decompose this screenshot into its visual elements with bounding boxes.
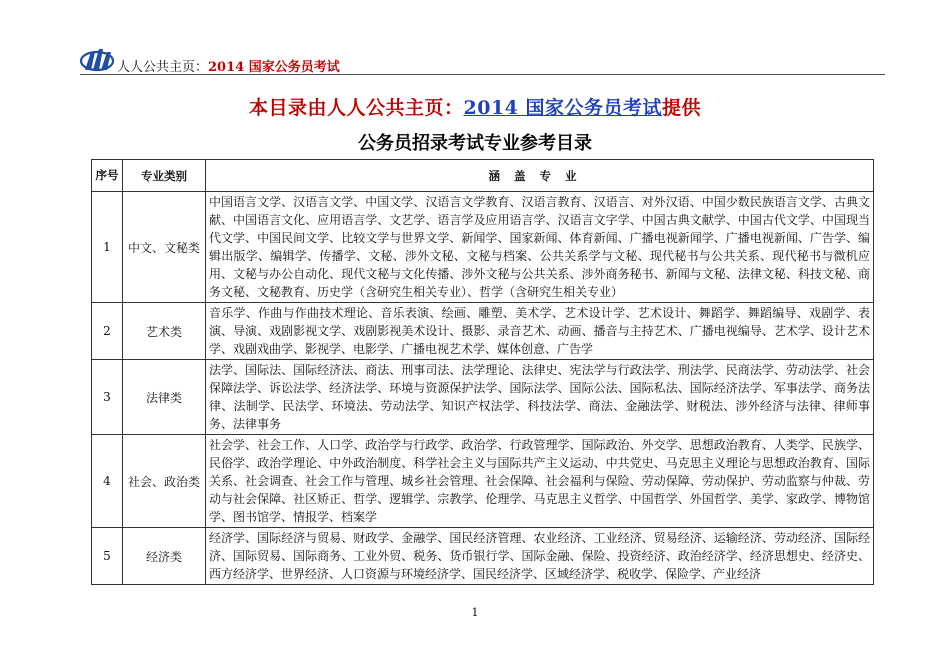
row-coverage: 经济学、国际经济与贸易、财政学、金融学、国民经济管理、农业经济、工业经济、贸易经济、运输经济、劳动经济、国际经济、国际贸易、国际商务、工业外贸、税务、货币银行学、国际金融、保险、投资经济、政治经济学、经济思想史、经济史、西方经济学、世界经济、人口资源与环境经济学、国民经济学、区域经济学、税收学、保险学、产业经济 xyxy=(206,528,874,585)
row-category: 经济类 xyxy=(123,528,206,585)
row-coverage: 社会学、社会工作、人口学、政治学与行政学、政治学、行政管理学、国际政治、外交学、思想政治教育、人类学、民族学、民俗学、政治学理论、中外政治制度、科学社会主义与国际共产主义运动、中共党史、马克思主义理论与思想政治教育、国际关系、社会调查、社会工作与管理、城乡社会管理、社会保障、社会福利与保险、劳动保障、劳动保护、劳动监察与仲裁、劳动与社会保障、社区矫正、哲学、逻辑学、宗教学、伦理学、马克思主义哲学、中国哲学、外国哲学、美学、家政学、博物馆学、图书馆学、情报学、档案学 xyxy=(206,435,874,528)
title-prefix: 本目录由人人公共主页： xyxy=(248,97,464,119)
header-coverage: 涵盖专业 xyxy=(206,160,874,192)
row-no: 1 xyxy=(92,192,123,303)
row-no: 4 xyxy=(92,435,123,528)
renren-logo-icon xyxy=(80,46,114,72)
page-number: 1 xyxy=(471,606,479,619)
row-category: 艺术类 xyxy=(123,303,206,360)
document-subtitle: 公务员招录考试专业参考目录 xyxy=(358,133,592,154)
table-row xyxy=(92,435,874,528)
header-highlight: 2014 国家公务员考试 xyxy=(208,60,340,75)
major-catalog-table xyxy=(91,159,874,585)
table-row xyxy=(92,192,874,303)
table-row xyxy=(92,528,874,585)
table-header-row xyxy=(92,160,874,192)
header-category: 专业类别 xyxy=(123,160,206,192)
title-link[interactable]: 2014 国家公务员考试 xyxy=(463,97,662,119)
table-row xyxy=(92,360,874,435)
row-no: 5 xyxy=(92,528,123,585)
row-category: 社会、政治类 xyxy=(123,435,206,528)
row-coverage: 音乐学、作曲与作曲技术理论、音乐表演、绘画、雕塑、美术学、艺术设计学、艺术设计、舞蹈学、舞蹈编导、戏剧学、表演、导演、戏剧影视文学、戏剧影视美术设计、摄影、录音艺术、动画、播音与主持艺术、广播电视编导、艺术学、设计艺术学、戏剧戏曲学、影视学、电影学、广播电视艺术学、媒体创意、广告学 xyxy=(206,303,874,360)
title-suffix: 提供 xyxy=(662,97,702,119)
row-category: 法律类 xyxy=(123,360,206,435)
row-category: 中文、文秘类 xyxy=(123,192,206,303)
row-coverage: 中国语言文学、汉语言文学、中国文学、汉语言文学教育、汉语言教育、汉语言、对外汉语、中国少数民族语言文学、古典文献、中国语言文化、应用语言学、文艺学、语言学及应用语言学、汉语言文字学、中国古典文献学、中国古代文学、中国现当代文学、中国民间文学、比较文学与世界文学、新闻学、国家新闻、体育新闻、广播电视新闻学、广播电视新闻、广告学、编辑出版学、编辑学、传播学、文秘、涉外文秘、文秘与档案、公共关系学与文秘、现代秘书与公共关系、现代秘书与微机应用、文秘与办公自动化、现代文秘与文化传播、涉外文秘与公共关系、涉外商务秘书、新闻与文秘、法律文秘、科技文秘、商务文秘、文秘教育、历史学（含研究生相关专业）、哲学（含研究生相关专业） xyxy=(206,192,874,303)
row-no: 2 xyxy=(92,303,123,360)
document-title xyxy=(0,93,950,120)
header-no: 序号 xyxy=(92,160,123,192)
header-text xyxy=(117,56,340,75)
table-row xyxy=(92,303,874,360)
row-no: 3 xyxy=(92,360,123,435)
row-coverage: 法学、国际法、国际经济法、商法、刑事司法、法学理论、法律史、宪法学与行政法学、刑法学、民商法学、劳动法学、社会保障法学、诉讼法学、经济法学、环境与资源保护法学、国际法学、国际公法、国际私法、国际经济法学、军事法学、商务法律、法制学、民法学、环境法、劳动法学、知识产权法学、科技法学、商法、金融法学、财税法、涉外经济与法律、律师事务、法律事务 xyxy=(206,360,874,435)
page-header xyxy=(80,44,885,75)
header-prefix: 人人公共主页： xyxy=(117,60,209,75)
